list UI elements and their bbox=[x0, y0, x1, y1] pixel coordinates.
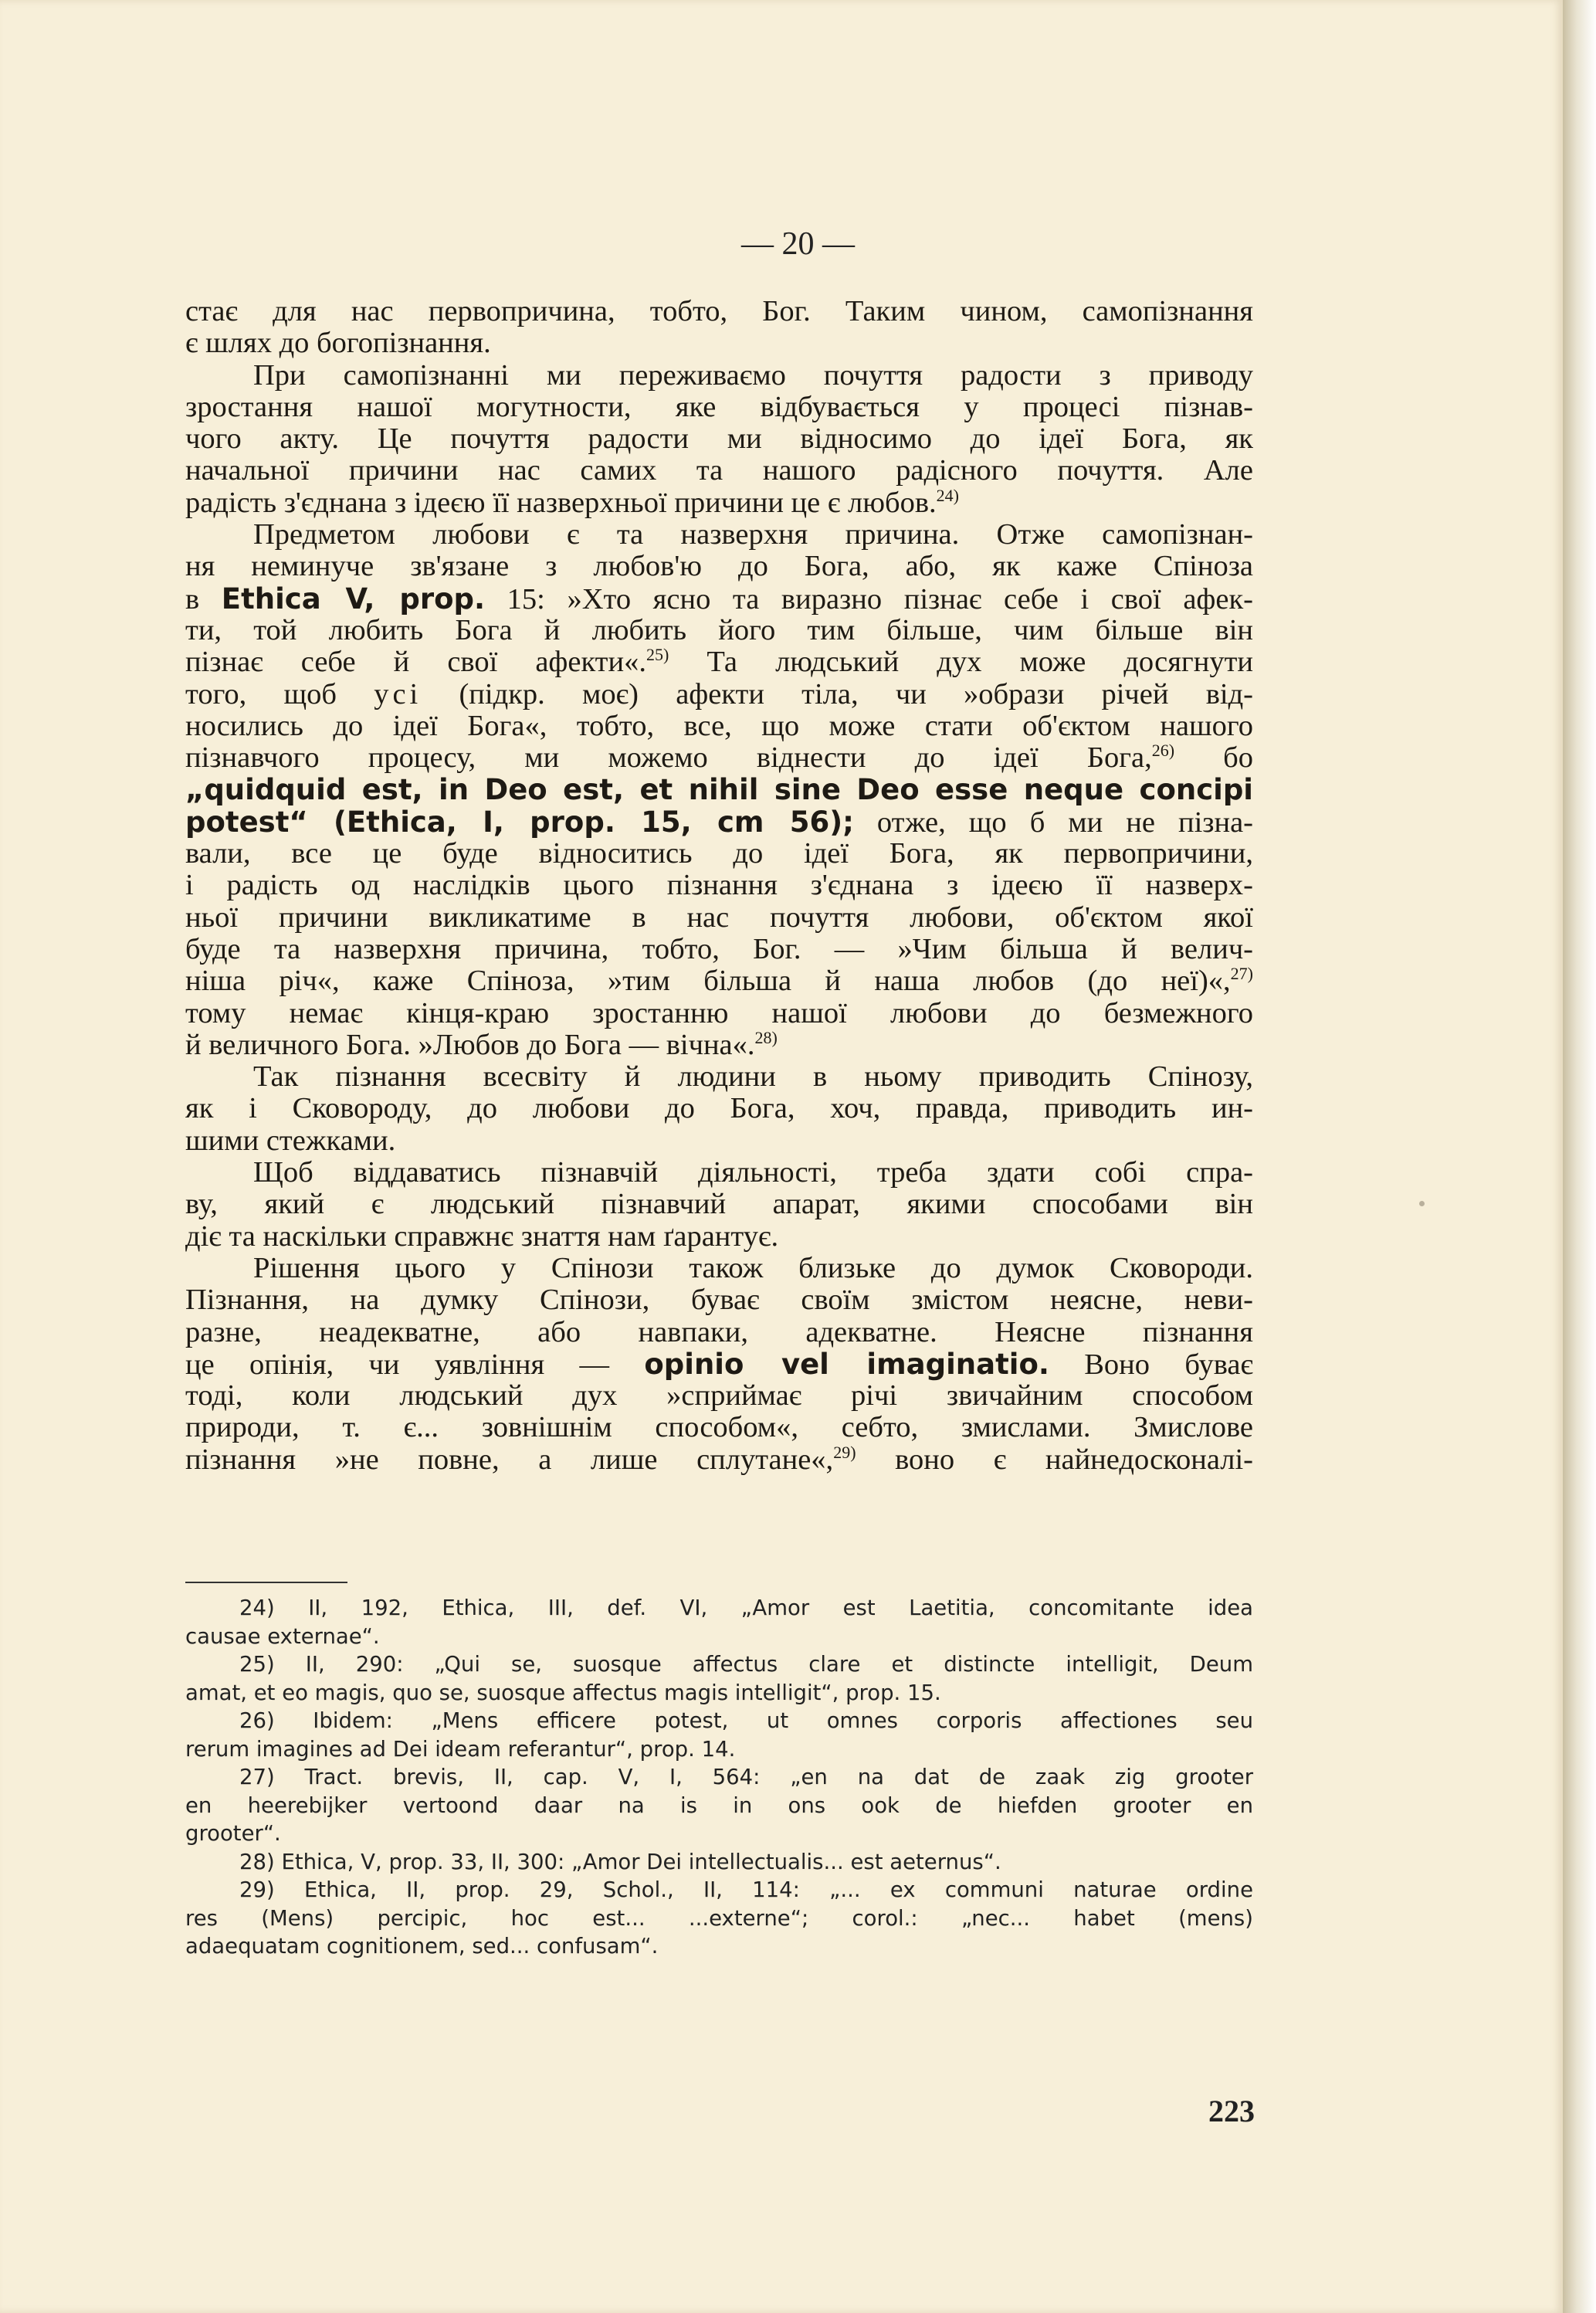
text-line bbox=[185, 870, 1253, 901]
text-line bbox=[185, 1189, 1253, 1220]
text-run: шими стежками. bbox=[185, 1124, 396, 1157]
footnote-text: 29) Ethica, II, prop. 29, Schol., II, 114: „... ex communi naturae ordine bbox=[239, 1877, 1253, 1902]
text-run: пізнає себе й свої афекти«. bbox=[185, 646, 646, 679]
latin-quote: opinio vel imaginatio. bbox=[644, 1347, 1049, 1381]
text-line bbox=[185, 711, 1253, 742]
footnote-line bbox=[185, 1792, 1253, 1820]
text-run: діє та наскільки справжнє знаття нам ґарантує. bbox=[185, 1219, 779, 1253]
text-run: ти, той любить Бога й любить його тим більше, чим більше він bbox=[185, 613, 1253, 646]
text-line bbox=[185, 1029, 1253, 1061]
footnote-ref: 25) bbox=[646, 645, 669, 665]
footnote-text: causae externae“. bbox=[185, 1623, 380, 1649]
footnote-line bbox=[185, 1763, 1253, 1792]
text-run: бо bbox=[1174, 741, 1254, 775]
text-run: Так пізнання всесвіту й людини в ньому приводить Спінозу, bbox=[253, 1060, 1253, 1094]
footnote-text: 24) II, 192, Ethica, III, def. VI, „Amor est Laetitia, concomitante idea bbox=[239, 1596, 1253, 1620]
footnote-line bbox=[185, 1594, 1253, 1623]
text-line bbox=[185, 838, 1253, 870]
text-line bbox=[185, 296, 1253, 327]
text-line bbox=[185, 1061, 1253, 1093]
footnote-text: en heerebijker vertoond daar na is in ons ook de hiefden grooter en bbox=[185, 1792, 1253, 1818]
text-run: вали, все це буде відноситись до ідеї Бога, як первопричини, bbox=[185, 837, 1253, 870]
text-run: це опінія, чи уявління — bbox=[185, 1348, 645, 1381]
text-run: разне, неадекватне, або навпаки, адекватне. Неясне пізнання bbox=[185, 1315, 1253, 1348]
text-run: При самопізнанні ми переживаємо почуття радости з приводу bbox=[253, 358, 1253, 392]
footnote-text: adaequatam cognitionem, sed... confusam“. bbox=[185, 1934, 659, 1959]
text-run: зростання нашої могутности, яке відбувається у процесі пізнав- bbox=[185, 390, 1253, 423]
text-run: Воно буває bbox=[1049, 1348, 1253, 1381]
latin-quote: Ethica V, prop. bbox=[221, 582, 486, 616]
text-line bbox=[185, 455, 1253, 487]
text-line bbox=[185, 1157, 1253, 1189]
text-run: як і Сковороду, до любови до Бога, хоч, правда, приводить ин- bbox=[185, 1092, 1253, 1125]
text-run: пізнавчого процесу, ми можемо віднести до ідеї Бога, bbox=[185, 741, 1152, 775]
footnote-marker bbox=[755, 1028, 778, 1047]
text-line bbox=[185, 360, 1253, 392]
text-run: Пізнання, на думку Спінози, буває своїм змістом неясне, неви- bbox=[185, 1284, 1253, 1317]
text-run: пізнання »не повне, а лише сплутане«, bbox=[185, 1443, 834, 1476]
footnote-text: grooter“. bbox=[185, 1821, 281, 1846]
text-line bbox=[185, 742, 1253, 774]
text-run: буде та назверхня причина, тобто, Бог. — »Чим більша й велич- bbox=[185, 932, 1253, 965]
text-line bbox=[185, 1412, 1253, 1443]
body-text bbox=[185, 296, 1253, 1476]
text-line bbox=[185, 1444, 1253, 1476]
text-run: отже, що б ми не пізна- bbox=[853, 805, 1253, 839]
footnote-ref: 26) bbox=[1151, 741, 1175, 761]
footnote-line bbox=[185, 1932, 1253, 1961]
paper-spot bbox=[1419, 1201, 1425, 1206]
text-line bbox=[185, 646, 1253, 678]
text-run: природи, т. є... зовнішнім способом«, себто, змислами. Змислове bbox=[185, 1411, 1253, 1444]
text-line bbox=[185, 327, 1253, 359]
footnote-ref: 28) bbox=[754, 1027, 778, 1047]
footnote-ref: 29) bbox=[833, 1442, 856, 1462]
latin-quote: „quidquid est, in Deo est, et nihil sine Deo esse neque concipi bbox=[185, 773, 1253, 807]
footnote-ref: 27) bbox=[1230, 964, 1253, 984]
footnote-text: 28) Ethica, V, prop. 33, II, 300: „Amor Dei intellectualis... est aeternus“. bbox=[239, 1849, 1001, 1874]
text-run: того, щоб bbox=[185, 677, 374, 711]
footnote-marker bbox=[833, 1443, 856, 1462]
text-run: 15: »Хто ясно та виразно пізнає себе і свої афек- bbox=[485, 582, 1253, 616]
text-line bbox=[185, 487, 1253, 519]
text-line bbox=[185, 1093, 1253, 1124]
text-line bbox=[185, 902, 1253, 934]
text-run: ніша річ«, каже Спіноза, »тим більша й наша любов (до неї)«, bbox=[185, 965, 1231, 998]
text-line bbox=[185, 519, 1253, 551]
text-run: є шлях до богопізнання. bbox=[185, 327, 491, 360]
footnote-line bbox=[185, 1650, 1253, 1679]
footnotes bbox=[185, 1594, 1253, 1961]
text-line bbox=[185, 615, 1253, 646]
text-run: начальної причини нас самих та нашого радісного почуття. Але bbox=[185, 454, 1253, 487]
text-line bbox=[185, 998, 1253, 1029]
text-line bbox=[185, 1221, 1253, 1253]
latin-quote: potest“ (Ethica, I, prop. 15, cm 56); bbox=[185, 805, 854, 839]
text-line bbox=[185, 1253, 1253, 1284]
text-line bbox=[185, 1317, 1253, 1348]
text-line bbox=[185, 423, 1253, 455]
page-edge-shadow bbox=[1563, 0, 1596, 2313]
text-run: Рішення цього у Спінози також близьке до думок Сковороди. bbox=[253, 1251, 1253, 1284]
running-head: — 20 — bbox=[741, 226, 855, 262]
footnote-line bbox=[185, 1820, 1253, 1848]
text-run: радість з'єднана з ідеєю її назверхньої причини це є любов. bbox=[185, 486, 937, 519]
footnote-text: res (Mens) percipic, hoc est... ...externe“; corol.: „nec... habet (mens) bbox=[185, 1905, 1253, 1931]
text-run: ньої причини викликатиме в нас почуття любови, об'єктом якої bbox=[185, 900, 1253, 934]
footnote-marker bbox=[937, 486, 959, 505]
text-line bbox=[185, 1348, 1253, 1380]
text-run: ву, який є людський пізнавчий апарат, якими способами він bbox=[185, 1188, 1253, 1221]
text-line bbox=[185, 551, 1253, 582]
text-line bbox=[185, 392, 1253, 423]
emphasis-spaced: усі bbox=[374, 677, 422, 711]
text-line bbox=[185, 965, 1253, 997]
text-run: чого акту. Це почуття радости ми відносимо до ідеї Бога, як bbox=[185, 422, 1253, 456]
text-run: й величного Бога. »Любов до Бога — вічна«. bbox=[185, 1028, 755, 1061]
footnote-marker bbox=[1152, 741, 1174, 760]
footnote-text: 27) Tract. brevis, II, cap. V, I, 564: „en na dat de zaak zig grooter bbox=[239, 1765, 1253, 1789]
footnote-ref: 24) bbox=[936, 485, 959, 505]
text-run: воно є найнедосконалі- bbox=[856, 1443, 1253, 1476]
footnote-rule bbox=[185, 1582, 347, 1583]
footnote-line bbox=[185, 1707, 1253, 1735]
footnote-text: 26) Ibidem: „Mens efficere potest, ut omnes corporis affectiones seu bbox=[239, 1708, 1253, 1733]
footnote-line bbox=[185, 1848, 1253, 1877]
footnote-line bbox=[185, 1904, 1253, 1933]
text-run: стає для нас первопричина, тобто, Бог. Таким чином, самопізнання bbox=[185, 295, 1253, 327]
footnote-marker bbox=[646, 645, 669, 664]
text-run: Предметом любови є та назверхня причина. Отже самопізнан- bbox=[253, 518, 1253, 551]
text-line bbox=[185, 1284, 1253, 1316]
footnote-line bbox=[185, 1735, 1253, 1764]
footnote-text: 25) II, 290: „Qui se, suosque affectus clare et distincte intelligit, Deum bbox=[239, 1652, 1253, 1677]
text-line bbox=[185, 1380, 1253, 1412]
text-line bbox=[185, 1125, 1253, 1157]
text-run: Та людський дух може досягнути bbox=[669, 646, 1254, 679]
text-run: Щоб віддаватись пізнавчій діяльності, треба здати собі спра- bbox=[253, 1156, 1253, 1189]
footnote-line bbox=[185, 1679, 1253, 1708]
footnote-marker bbox=[1231, 964, 1253, 983]
text-line bbox=[185, 679, 1253, 711]
text-run: тому немає кінця-краю зростанню нашої любови до безмежного bbox=[185, 996, 1253, 1029]
text-run: носились до ідеї Бога«, тобто, все, що може стати об'єктом нашого bbox=[185, 709, 1253, 742]
footnote-text: rerum imagines ad Dei ideam referantur“, prop. 14. bbox=[185, 1736, 736, 1762]
footnote-text: amat, et eo magis, quo se, suosque affectus magis intelligit“, prop. 15. bbox=[185, 1680, 941, 1705]
text-run: тоді, коли людський дух »сприймає річі звичайним способом bbox=[185, 1379, 1253, 1413]
text-run: в bbox=[185, 582, 222, 616]
footnote-line bbox=[185, 1623, 1253, 1651]
text-line bbox=[185, 774, 1253, 805]
page-number: 223 bbox=[1208, 2094, 1255, 2128]
text-line bbox=[185, 583, 1253, 615]
text-line bbox=[185, 806, 1253, 838]
text-run: (підкр. моє) афекти тіла, чи »образи річей від- bbox=[422, 677, 1253, 711]
text-run: і радість од наслідків цього пізнання з'єднана з ідеєю її назверх- bbox=[185, 869, 1253, 902]
footnote-line bbox=[185, 1876, 1253, 1904]
text-run: ня неминуче зв'язане з любов'ю до Бога, або, як каже Спіноза bbox=[185, 550, 1253, 583]
text-line bbox=[185, 934, 1253, 965]
